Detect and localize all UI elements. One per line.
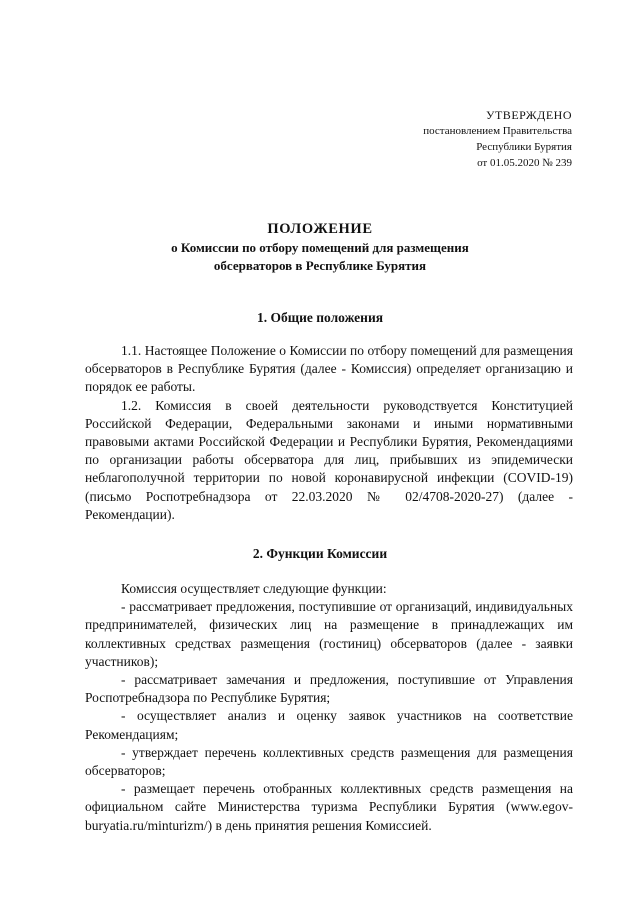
document-subtitle-line-1: о Комиссии по отбору помещений для размещения xyxy=(171,240,469,255)
document-title: ПОЛОЖЕНИЕ xyxy=(267,221,373,237)
document-subtitle-line-2: обсерваторов в Республике Бурятия xyxy=(213,258,427,273)
paragraph-1-2: 1.2. Комиссия в своей деятельности руководствуется Конституцией Российской Федерации, Федеральными законами и иными нормативными правовыми актами Российской Федерации и Республики Бурятия, Рекомендациями по организации работы обсерватора для лиц, прибывших из эпидемически неблагополучной территории по новой коронавирусной инфекции (COVID-19) (письмо Роспотребнадзора от 22.03.2020 № 02/4708-2020-27) (далее - Рекомендации). xyxy=(85,397,573,522)
section-1-body xyxy=(85,342,573,524)
section-2-body xyxy=(85,580,573,835)
function-item-3: - осуществляет анализ и оценку заявок участников на соответствие Рекомендациям; xyxy=(85,708,573,742)
approval-republic: Республики Бурятия xyxy=(476,141,572,153)
document-title-block xyxy=(60,219,580,275)
section-1-heading: 1. Общие положения xyxy=(256,310,384,325)
section-2-heading: 2. Функции Комиссии xyxy=(252,546,388,561)
function-item-4: - утверждает перечень коллективных средств размещения для размещения обсерваторов; xyxy=(85,744,573,779)
function-item-2: - рассматривает замечания и предложения, поступившие от Управления Роспотребнадзора по Республике Бурятия; xyxy=(85,672,573,706)
function-item-5: - размещает перечень отобранных коллективных средств размещения на официальном сайте Министерства туризма Республики Бурятия (www.egov-buryatia.ru/minturizm/) в день принятия решения Комиссией. xyxy=(85,781,573,833)
paragraph-1-1: 1.1. Настоящее Положение о Комиссии по отбору помещений для размещения обсерваторов в Республике Бурятия (далее - Комиссия) определяет организацию и порядок ее работы. xyxy=(85,343,573,395)
approval-authority: постановлением Правительства xyxy=(423,125,572,137)
approval-heading: УТВЕРЖДЕНО xyxy=(485,108,572,122)
functions-intro: Комиссия осуществляет следующие функции: xyxy=(121,581,387,596)
approval-stamp xyxy=(423,107,572,171)
function-item-1: - рассматривает предложения, поступившие от организаций, индивидуальных предпринимателей, физических лиц на размещение в принадлежащих им коллективных средствах размещения (гостиниц) обсерваторов (далее - заявки участников); xyxy=(85,599,573,669)
approval-date-number: от 01.05.2020 № 239 xyxy=(477,157,572,169)
